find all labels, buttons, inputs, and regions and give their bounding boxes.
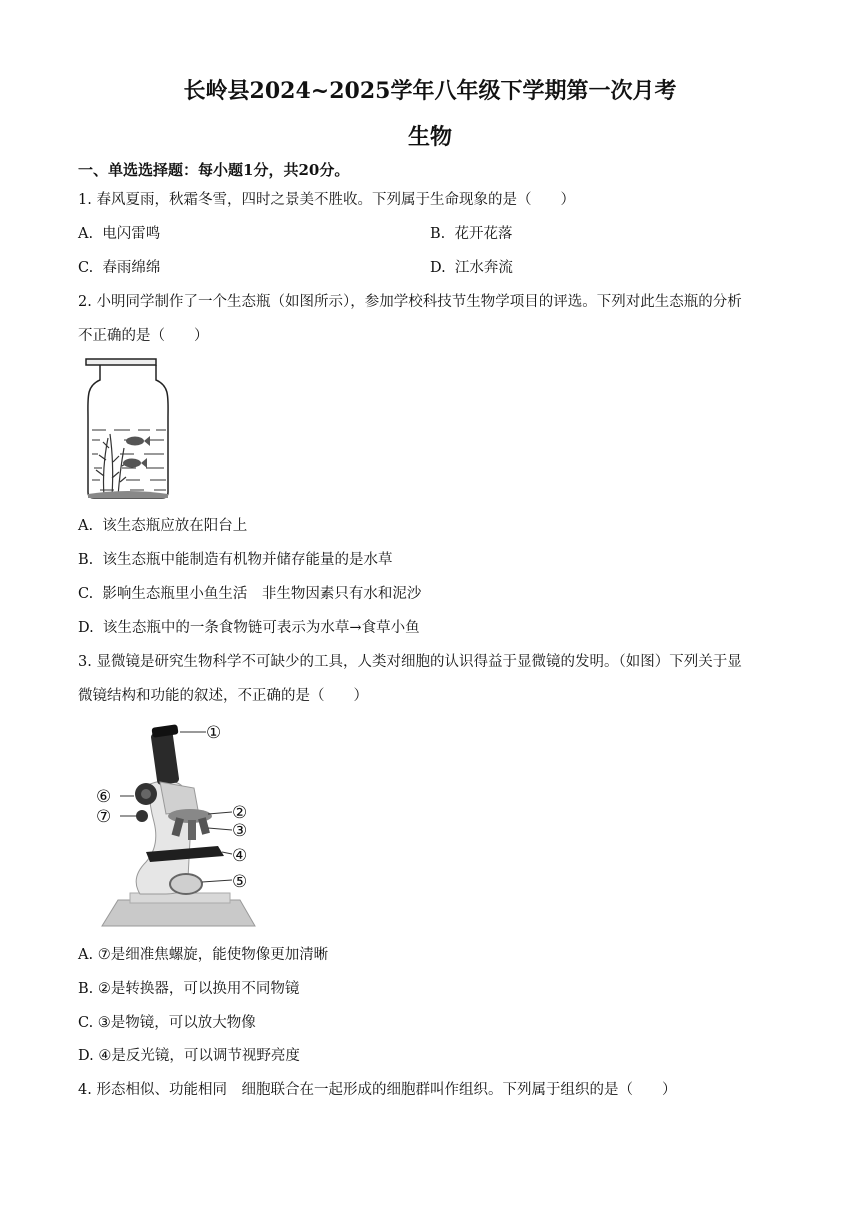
eco-bottle-figure: [80, 358, 180, 504]
q3-option-d: D. ④是反光镜，可以调节视野亮度: [78, 1048, 300, 1064]
microscope-label-4: ④: [232, 846, 248, 866]
section-heading: 一、单选选择题：每小题1分，共20分。: [78, 161, 350, 179]
microscope-label-7: ⑦: [96, 807, 112, 827]
q2-option-c: C. 影响生态瓶里小鱼生活 非生物因素只有水和泥沙: [78, 586, 422, 602]
q2-option-a: A. 该生态瓶应放在阳台上: [78, 518, 248, 534]
q3-option-b: B. ②是转换器，可以换用不同物镜: [78, 981, 300, 997]
microscope-label-2: ②: [232, 803, 248, 823]
water-plant-icon: [96, 434, 128, 496]
q2-stem-line1: 2. 小明同学制作了一个生态瓶（如图所示），参加学校科技节生物学项目的评选。下列对此生态瓶的分析: [78, 294, 742, 310]
microscope-figure: [90, 718, 270, 930]
q1-stem: 1. 春风夏雨，秋霜冬雪，四时之景美不胜收。下列属于生命现象的是（ ）: [78, 192, 575, 208]
q1-option-a: A. 电闪雷鸣: [78, 226, 161, 242]
microscope-label-3: ③: [232, 821, 248, 841]
q3-option-a: A. ⑦是细准焦螺旋，能使物像更加清晰: [78, 947, 329, 963]
subject-title: 生物: [407, 124, 452, 150]
q1-option-c: C. 春雨绵绵: [78, 260, 161, 276]
q2-stem-line2: 不正确的是（ ）: [78, 328, 209, 344]
q3-option-c: C. ③是物镜，可以放大物像: [78, 1015, 256, 1031]
exam-title: 长岭县2024~2025学年八年级下学期第一次月考: [183, 78, 677, 104]
q2-option-b: B. 该生态瓶中能制造有机物并储存能量的是水草: [78, 552, 393, 568]
q4-stem: 4. 形态相似、功能相同 细胞联合在一起形成的细胞群叫作组织。下列属于组织的是（ ）: [78, 1082, 677, 1098]
microscope-label-6: ⑥: [96, 787, 112, 807]
fish-icon: [126, 436, 150, 446]
q1-option-d: D. 江水奔流: [430, 260, 513, 276]
microscope-label-5: ⑤: [232, 872, 248, 892]
fish-icon: [123, 458, 147, 468]
q2-option-d: D. 该生态瓶中的一条食物链可表示为水草→食草小鱼: [78, 620, 420, 636]
q1-option-b: B. 花开花落: [430, 226, 513, 242]
q3-stem-line2: 微镜结构和功能的叙述，不正确的是（ ）: [78, 688, 368, 704]
q3-stem-line1: 3. 显微镜是研究生物科学不可缺少的工具，人类对细胞的认识得益于显微镜的发明。（如图）下列关于显: [78, 654, 742, 670]
microscope-label-1: ①: [206, 723, 222, 743]
